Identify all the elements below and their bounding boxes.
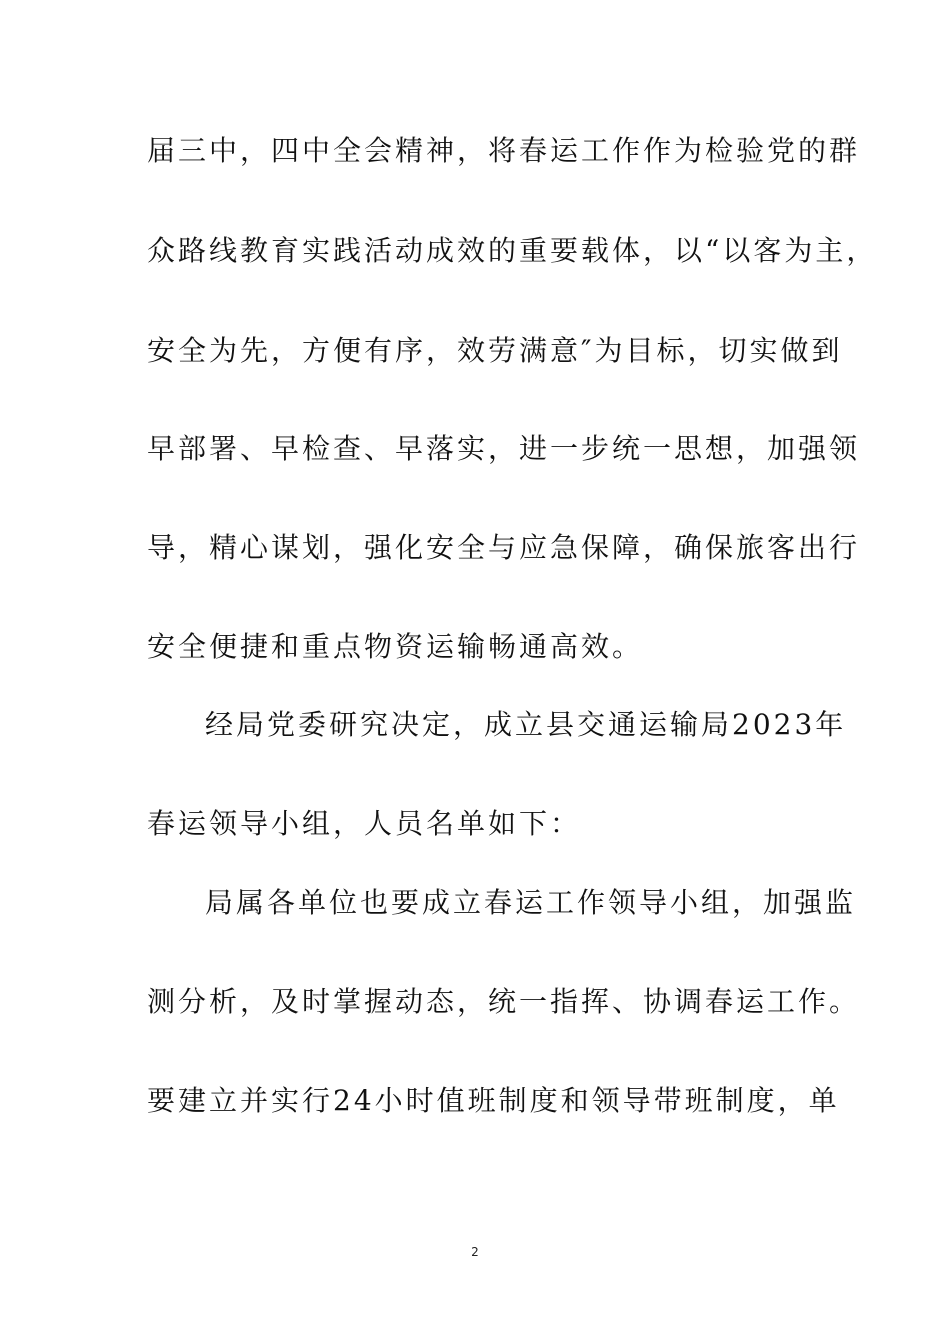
text-line-5: 导，精心谋划，强化安全与应急保障，确保旅客出行 [147, 531, 861, 564]
text-line-6: 安全便捷和重点物资运输畅通高效。 [147, 630, 644, 663]
text-line-4: 早部署、早检查、早落实，进一步统一思想，加强领 [147, 432, 861, 465]
text-line-1: 届三中，四中全会精神，将春运工作作为检验党的群 [147, 134, 861, 167]
text-line-3: 安全为先，方便有序，效劳满意″为目标，切实做到 [147, 334, 843, 367]
text-line-2: 众路线教育实践活动成效的重要载体，以“以客为主， [147, 234, 878, 267]
text-line-8: 春运领导小组，人员名单如下： [147, 807, 582, 840]
text-line-11: 要建立并实行24小时值班制度和领导带班制度，单 [147, 1084, 840, 1117]
page-number: 2 [471, 1245, 479, 1259]
text-line-7: 经局党委研究决定，成立县交通运输局2023年 [205, 708, 847, 741]
text-line-9: 局属各单位也要成立春运工作领导小组，加强监 [205, 886, 857, 919]
text-line-10: 测分析，及时掌握动态，统一指挥、协调春运工作。 [147, 985, 861, 1018]
